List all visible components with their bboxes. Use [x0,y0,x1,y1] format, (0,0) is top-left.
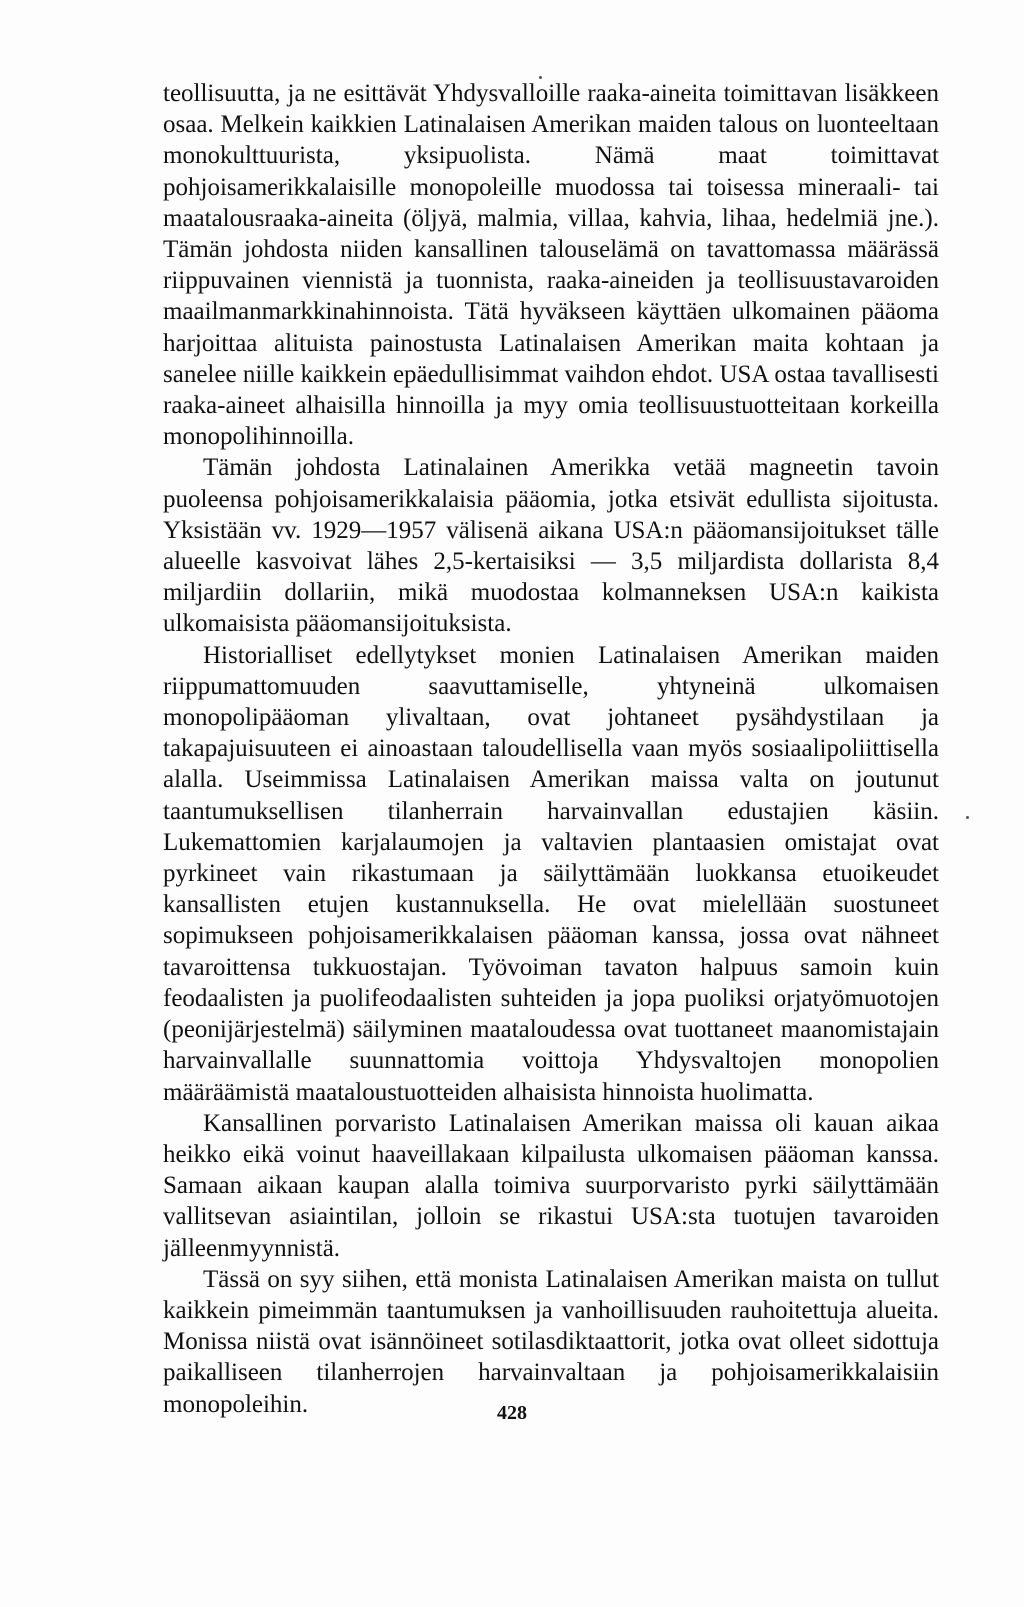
paragraph-5: Tässä on syy siihen, että monista Latinalaisen Amerikan maista on tullut kaikkein pimeimmän taantumuksen ja vanhoillisuuden rauhoitettuja alueita. Monissa niistä ovat isännöineet sotilasdiktaattorit, jotka ovat olleet sidottuja paikalliseen tilanherrojen harvainvaltaan ja pohjoisamerikkalaisiin monopoleihin. [163,1265,939,1418]
scan-speck [539,76,542,79]
paragraph-4: Kansallinen porvaristo Latinalaisen Amerikan maissa oli kauan aikaa heikko eikä voinut haaveillakaan kilpailusta ulkomaisen pääoman kanssa. Samaan aikaan kaupan alalla toimiva suurporvaristo pyrki säilyttämään vallitsevan asiaintilan, jolloin se rikastui USA:sta tuotujen tavaroiden jälleenmyynnistä. [163,1109,939,1262]
paragraph-3: Historialliset edellytykset monien Latinalaisen Amerikan maiden riippumattomuuden saavuttamiselle, yhtyneinä ulkomaisen monopolipääoman ylivaltaan, ovat johtaneet pysähdystilaan ja takapajuisuuteen ei ainoastaan taloudellisella vaan myös sosiaalipoliittisella alalla. Useimmissa Latinalaisen Amerikan maissa valta on joutunut taantumuksellisen tilanherrain harvainvallan edustajien käsiin. Lukemattomien karjalaumojen ja valtavien plantaasien omistajat ovat pyrkineet vain rikastumaan ja säilyttämään luokkansa etuoikeudet kansallisten etujen kustannuksella. He ovat mielellään suostuneet sopimukseen pohjoisamerikkalaisen pääoman kanssa, jossa ovat nähneet tavaroittensa tukkuostajan. Työvoiman tavaton halpuus samoin kuin feodaalisten ja puolifeodaalisten suhteiden ja jopa puoliksi orjatyömuotojen (peonijärjestelmä) säilyminen maataloudessa ovat tuottaneet maanomistajain harvainvallalle suunnattomia voittoja Yhdysvaltojen monopolien määräämistä maataloustuotteiden alhaisista hinnoista huolimatta. [163,641,939,1106]
paragraph-1: teollisuutta, ja ne esittävät Yhdysvalloille raaka-aineita toimittavan lisäkkeen osaa. Melkein kaikkien Latinalaisen Amerikan maiden talous on luonteeltaan monokulttuurista, yksipuolista. Nämä maat toimittavat pohjoisamerikkalaisille monopoleille muodossa tai toisessa mineraali- tai maatalousraaka-aineita (öljyä, malmia, villaa, kahvia, lihaa, hedelmiä jne.). Tämän johdosta niiden kansallinen talouselämä on tavattomassa määrässä riippuvainen viennistä ja tuonnista, raaka-aineiden ja teollisuustavaroiden maailmanmarkkinahinnoista. Tätä hyväkseen käyttäen ulkomainen pääoma harjoittaa alituista painostusta Latinalaisen Amerikan maita kohtaan ja sanelee niille kaikkein epäedullisimmat vaihdon ehdot. USA ostaa tavallisesti raaka-aineet alhaisilla hinnoilla ja myy omia teollisuustuotteitaan korkeilla monopolihinnoilla. [163,80,939,451]
body-text [163,78,939,1420]
scan-speck [966,816,969,819]
page-number: 428 [497,1402,527,1424]
paragraph-2: Tämän johdosta Latinalainen Amerikka vetää magneetin tavoin puoleensa pohjoisamerikkalaisia pääomia, jotka etsivät edullista sijoitusta. Yksistään vv. 1929—1957 välisenä aikana USA:n pääomansijoitukset tälle alueelle kasvoivat lähes 2,5-kertaisiksi — 3,5 miljardista dollarista 8,4 miljardiin dollariin, mikä muodostaa kolmanneksen USA:n kaikista ulkomaisista pääomansijoituksista. [163,454,939,638]
